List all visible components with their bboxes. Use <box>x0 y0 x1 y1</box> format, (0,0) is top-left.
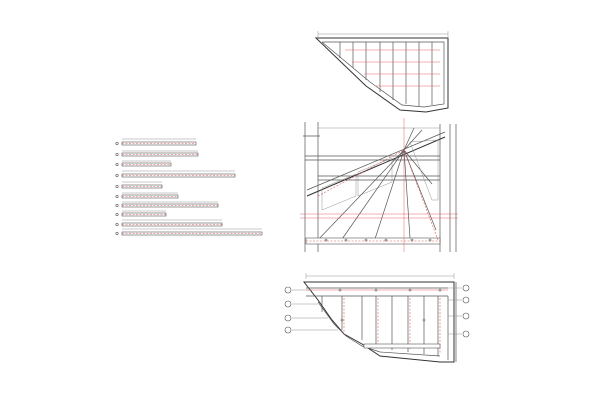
member-row <box>116 151 198 156</box>
member-row <box>116 202 218 207</box>
member-row <box>116 161 171 166</box>
section-view <box>285 273 469 362</box>
member-schedule <box>116 139 262 235</box>
member-row <box>116 171 235 177</box>
member-row <box>116 229 262 235</box>
member-row <box>116 211 166 216</box>
circle-callout-icon <box>448 285 469 291</box>
member-row <box>116 220 222 226</box>
circle-callout-icon <box>285 315 328 321</box>
plan-view <box>316 31 448 112</box>
circle-callout-icon <box>448 313 469 319</box>
member-row <box>116 193 178 198</box>
circle-callout-icon <box>285 301 318 307</box>
elevation-view <box>300 118 458 252</box>
member-row <box>116 139 196 145</box>
circle-callout-icon <box>448 297 469 303</box>
circle-callout-icon <box>448 331 469 337</box>
circle-callout-icon <box>285 327 338 333</box>
member-row <box>116 182 162 188</box>
